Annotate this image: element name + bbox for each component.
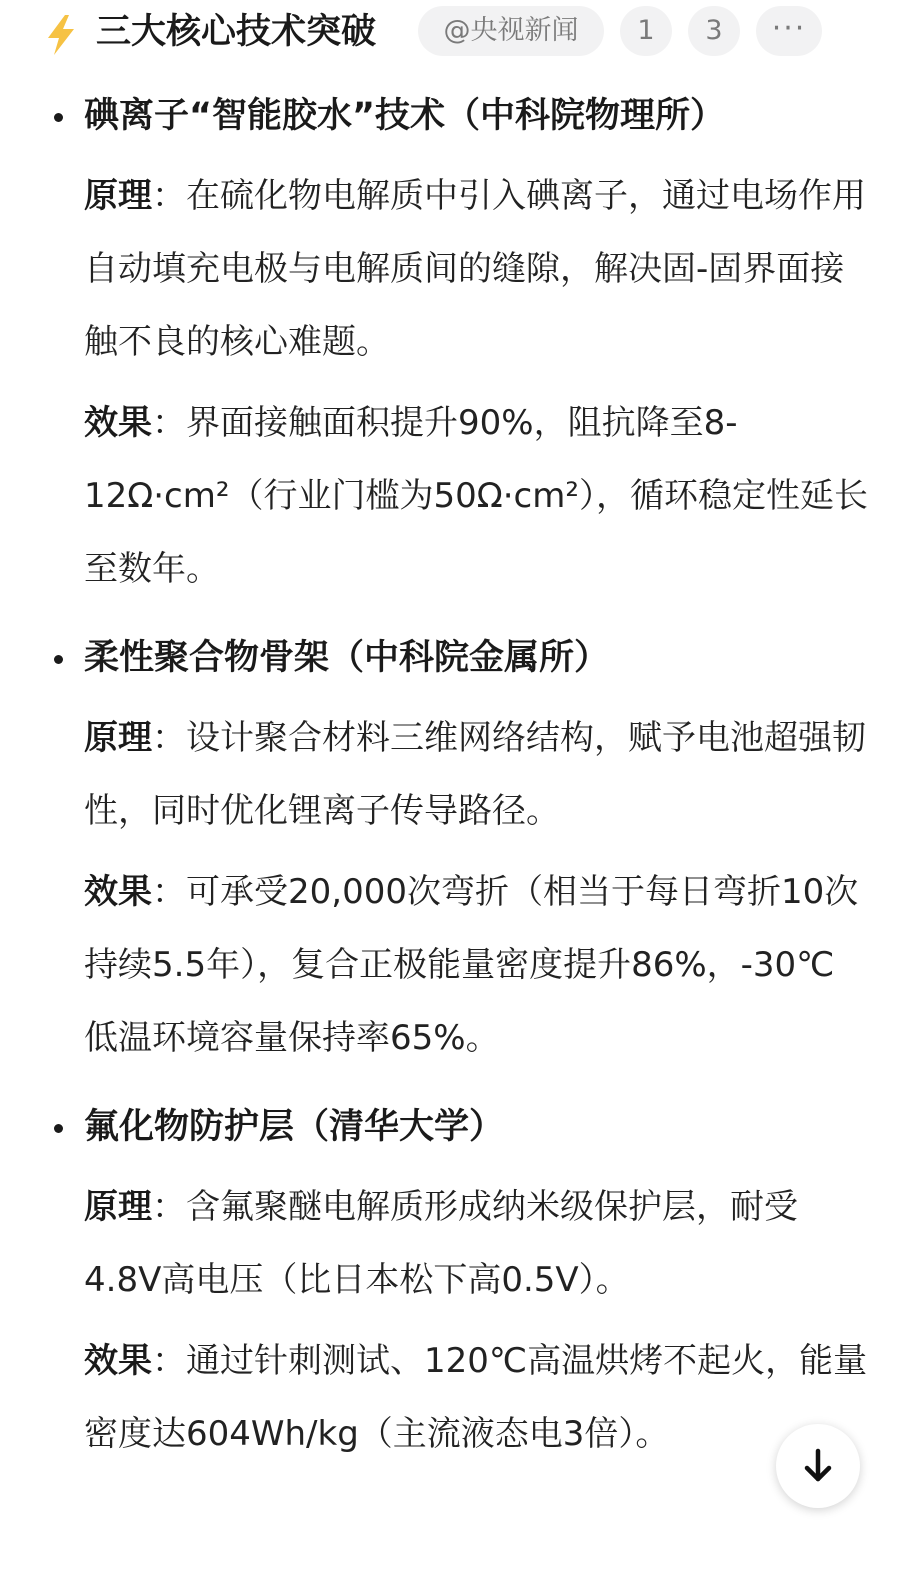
effect-label: 效果 [84,403,152,443]
bullet-dot [54,655,63,664]
effect-paragraph [0,856,912,1075]
principle-paragraph [0,1171,912,1317]
more-references-button[interactable]: ··· [756,6,822,56]
principle-paragraph [0,702,912,848]
bullet-dot [54,1124,63,1133]
effect-text: ：可承受20,000次弯折（相当于每日弯折10次持续5.5年），复合正极能量密度提升86%，-30℃低温环境容量保持率65%。 [84,872,859,1058]
principle-text: ：设计聚合材料三维网络结构，赋予电池超强韧性，同时优化锂离子传导路径。 [84,718,866,831]
effect-label: 效果 [84,872,152,912]
scroll-to-bottom-button[interactable] [776,1424,860,1508]
technology-item [0,628,912,1075]
principle-text: ：在硫化物电解质中引入碘离子，通过电场作用自动填充电极与电解质间的缝隙，解决固-固界面接触不良的核心难题。 [84,176,866,362]
section-header [0,0,912,66]
principle-text: ：含氟聚醚电解质形成纳米级保护层，耐受4.8V高电压（比日本松下高0.5V）。 [84,1187,798,1300]
technology-title: 氟化物防护层（清华大学） [84,1107,505,1147]
effect-text: ：界面接触面积提升90%，阻抗降至8-12Ω·cm²（行业门槛为50Ω·cm²），循环稳定性延长至数年。 [84,403,868,589]
principle-paragraph [0,160,912,379]
technology-heading [0,86,912,146]
technology-item [0,1097,912,1471]
section-title: 三大核心技术突破 [96,12,377,52]
technology-item [0,86,912,606]
effect-text: ：通过针刺测试、120℃高温烘烤不起火，能量密度达604Wh/kg（主流液态电3倍）。 [84,1341,868,1454]
reference-badge-3[interactable]: 3 [688,6,740,56]
source-tag-cctv-news[interactable]: @央视新闻 [418,6,604,56]
effect-paragraph [0,1325,912,1471]
arrow-down-icon [798,1446,838,1486]
technology-title: 柔性聚合物骨架（中科院金属所） [84,638,610,678]
reference-badge-1[interactable]: 1 [620,6,672,56]
technology-heading [0,1097,912,1157]
principle-label: 原理 [84,718,152,758]
technology-heading [0,628,912,688]
effect-label: 效果 [84,1341,152,1381]
article-content [0,80,912,1471]
principle-label: 原理 [84,176,152,216]
effect-paragraph [0,387,912,606]
bullet-dot [54,113,63,122]
technology-title: 碘离子“智能胶水”技术（中科院物理所） [84,96,726,136]
principle-label: 原理 [84,1187,152,1227]
lightning-bolt-icon [44,14,78,56]
